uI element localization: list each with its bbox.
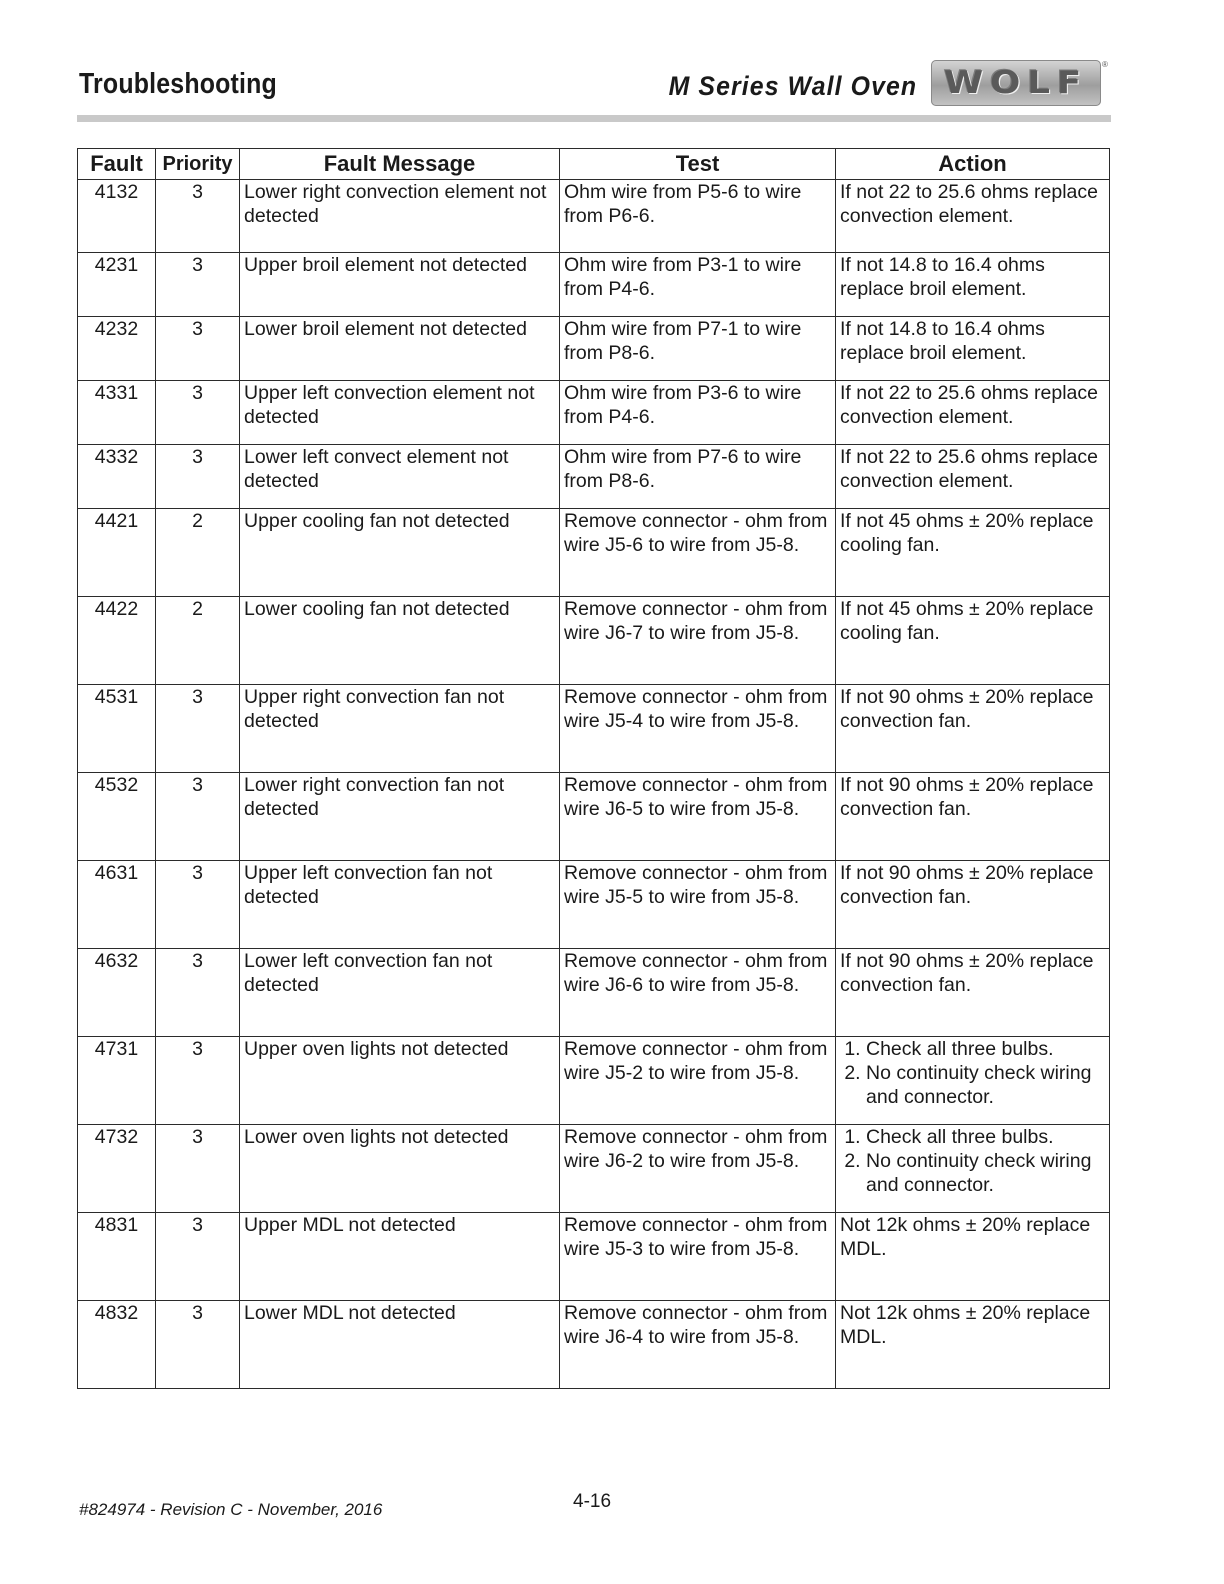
action: If not 14.8 to 16.4 ohms replace broil element. <box>836 317 1110 381</box>
table-row <box>78 381 1110 445</box>
fault-code: 4732 <box>78 1125 156 1213</box>
action-step: 1. Check all three bulbs. <box>866 1037 1105 1061</box>
table-row <box>78 597 1110 685</box>
fault-message: Upper left convection element not detected <box>240 381 560 445</box>
test: Ohm wire from P3-1 to wire from P4-6. <box>560 253 836 317</box>
action-steps <box>840 1125 1105 1197</box>
fault-message: Lower oven lights not detected <box>240 1125 560 1213</box>
table-row <box>78 509 1110 597</box>
table-row <box>78 773 1110 861</box>
action-steps <box>840 1037 1105 1109</box>
test: Remove connector - ohm from wire J6-6 to wire from J5-8. <box>560 949 836 1037</box>
priority: 3 <box>156 445 240 509</box>
fault-table <box>77 148 1110 1389</box>
registered-mark: ® <box>1102 60 1108 69</box>
priority: 3 <box>156 1213 240 1301</box>
action-step: 2. No continuity check wiring and connector. <box>866 1149 1105 1197</box>
table-row <box>78 949 1110 1037</box>
test: Ohm wire from P7-6 to wire from P8-6. <box>560 445 836 509</box>
priority: 3 <box>156 949 240 1037</box>
fault-message: Lower broil element not detected <box>240 317 560 381</box>
priority: 3 <box>156 861 240 949</box>
fault-message: Lower right convection element not detected <box>240 180 560 253</box>
fault-code: 4231 <box>78 253 156 317</box>
priority: 3 <box>156 1301 240 1389</box>
fault-message: Upper MDL not detected <box>240 1213 560 1301</box>
test: Remove connector - ohm from wire J6-5 to wire from J5-8. <box>560 773 836 861</box>
table-row <box>78 253 1110 317</box>
document-revision: #824974 - Revision C - November, 2016 <box>79 1500 383 1519</box>
section-title: Troubleshooting <box>79 68 277 100</box>
fault-message: Upper broil element not detected <box>240 253 560 317</box>
fault-message: Lower left convection fan not detected <box>240 949 560 1037</box>
fault-message: Upper cooling fan not detected <box>240 509 560 597</box>
fault-message: Lower left convect element not detected <box>240 445 560 509</box>
action: If not 90 ohms ± 20% replace convection fan. <box>836 773 1110 861</box>
table-row <box>78 445 1110 509</box>
priority: 3 <box>156 180 240 253</box>
action-step: 1. Check all three bulbs. <box>866 1125 1105 1149</box>
test: Remove connector - ohm from wire J5-3 to wire from J5-8. <box>560 1213 836 1301</box>
col-header-action: Action <box>836 149 1110 180</box>
page-number: 4-16 <box>573 1491 612 1512</box>
priority: 3 <box>156 1037 240 1125</box>
col-header-priority: Priority <box>156 149 240 180</box>
fault-message: Lower right convection fan not detected <box>240 773 560 861</box>
action: If not 90 ohms ± 20% replace convection fan. <box>836 861 1110 949</box>
action: If not 14.8 to 16.4 ohms replace broil element. <box>836 253 1110 317</box>
priority: 3 <box>156 1125 240 1213</box>
fault-message: Lower MDL not detected <box>240 1301 560 1389</box>
wolf-logo <box>931 60 1101 106</box>
priority: 3 <box>156 317 240 381</box>
fault-code: 4422 <box>78 597 156 685</box>
fault-code: 4532 <box>78 773 156 861</box>
priority: 3 <box>156 773 240 861</box>
action <box>836 1125 1110 1213</box>
fault-code: 4332 <box>78 445 156 509</box>
fault-message: Upper oven lights not detected <box>240 1037 560 1125</box>
test: Ohm wire from P3-6 to wire from P4-6. <box>560 381 836 445</box>
action: If not 45 ohms ± 20% replace cooling fan. <box>836 597 1110 685</box>
priority: 2 <box>156 597 240 685</box>
col-header-test: Test <box>560 149 836 180</box>
priority: 2 <box>156 509 240 597</box>
table-row <box>78 180 1110 253</box>
priority: 3 <box>156 685 240 773</box>
table-row <box>78 1125 1110 1213</box>
table-row <box>78 1301 1110 1389</box>
action: Not 12k ohms ± 20% replace MDL. <box>836 1213 1110 1301</box>
table-row <box>78 685 1110 773</box>
action: If not 90 ohms ± 20% replace convection fan. <box>836 949 1110 1037</box>
test: Remove connector - ohm from wire J5-2 to wire from J5-8. <box>560 1037 836 1125</box>
test: Remove connector - ohm from wire J5-5 to wire from J5-8. <box>560 861 836 949</box>
action: Not 12k ohms ± 20% replace MDL. <box>836 1301 1110 1389</box>
fault-code: 4132 <box>78 180 156 253</box>
test: Remove connector - ohm from wire J5-4 to wire from J5-8. <box>560 685 836 773</box>
col-header-fault-message: Fault Message <box>240 149 560 180</box>
fault-code: 4832 <box>78 1301 156 1389</box>
logo-text: WOLF <box>943 65 1089 101</box>
action-step: 2. No continuity check wiring and connector. <box>866 1061 1105 1109</box>
table-row <box>78 1037 1110 1125</box>
action: If not 22 to 25.6 ohms replace convection element. <box>836 445 1110 509</box>
fault-code: 4631 <box>78 861 156 949</box>
fault-message: Upper right convection fan not detected <box>240 685 560 773</box>
test: Remove connector - ohm from wire J6-7 to wire from J5-8. <box>560 597 836 685</box>
table-row <box>78 861 1110 949</box>
header-rule <box>77 115 1111 122</box>
test: Remove connector - ohm from wire J6-2 to wire from J5-8. <box>560 1125 836 1213</box>
priority: 3 <box>156 381 240 445</box>
action: If not 45 ohms ± 20% replace cooling fan. <box>836 509 1110 597</box>
fault-code: 4232 <box>78 317 156 381</box>
action: If not 90 ohms ± 20% replace convection fan. <box>836 685 1110 773</box>
table-row <box>78 1213 1110 1301</box>
priority: 3 <box>156 253 240 317</box>
fault-code: 4421 <box>78 509 156 597</box>
action <box>836 1037 1110 1125</box>
fault-code: 4831 <box>78 1213 156 1301</box>
col-header-fault: Fault <box>78 149 156 180</box>
test: Remove connector - ohm from wire J5-6 to wire from J5-8. <box>560 509 836 597</box>
fault-code: 4731 <box>78 1037 156 1125</box>
fault-code: 4632 <box>78 949 156 1037</box>
table-header-row <box>78 149 1110 180</box>
test: Remove connector - ohm from wire J6-4 to wire from J5-8. <box>560 1301 836 1389</box>
fault-code: 4331 <box>78 381 156 445</box>
product-title: M Series Wall Oven <box>668 71 917 101</box>
fault-code: 4531 <box>78 685 156 773</box>
fault-message: Upper left convection fan not detected <box>240 861 560 949</box>
action: If not 22 to 25.6 ohms replace convection element. <box>836 381 1110 445</box>
test: Ohm wire from P5-6 to wire from P6-6. <box>560 180 836 253</box>
test: Ohm wire from P7-1 to wire from P8-6. <box>560 317 836 381</box>
action: If not 22 to 25.6 ohms replace convection element. <box>836 180 1110 253</box>
table-row <box>78 317 1110 381</box>
fault-message: Lower cooling fan not detected <box>240 597 560 685</box>
